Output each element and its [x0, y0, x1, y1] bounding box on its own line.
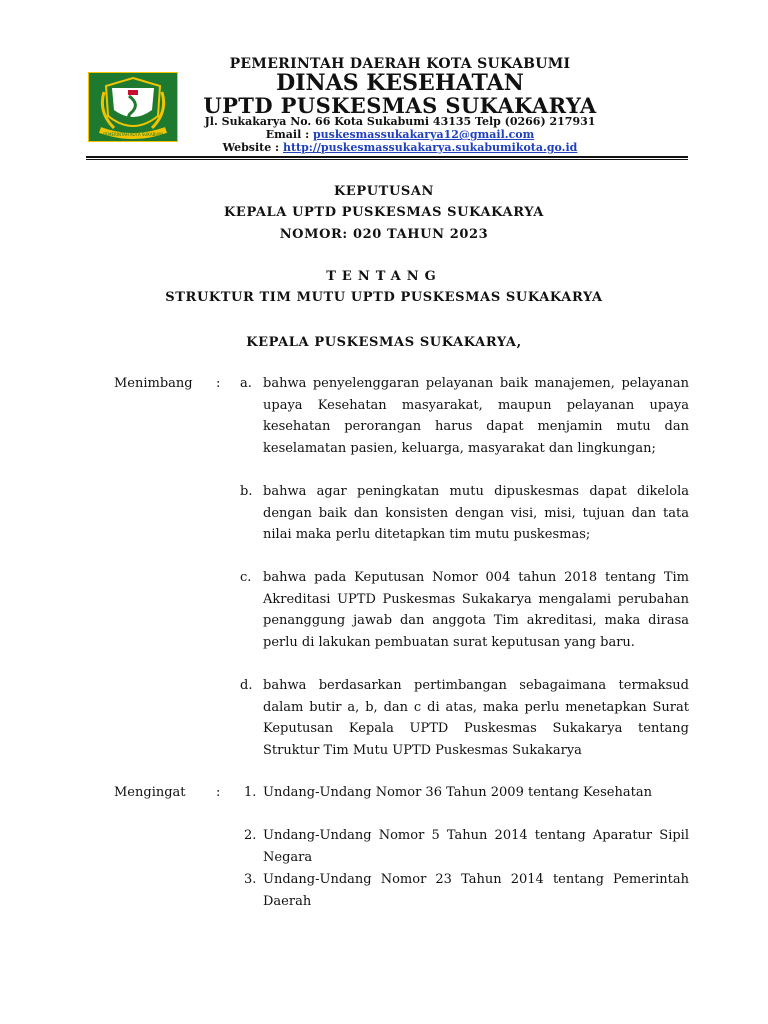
- tentang-heading: TENTANG: [326, 269, 442, 284]
- mengingat-marker-2: 2.: [244, 828, 257, 843]
- institution-name: UPTD PUSKESMAS SUKAKARYA: [203, 93, 597, 118]
- website-link[interactable]: http://puskesmassukakarya.sukabumikota.go.id: [282, 141, 578, 154]
- menimbang-colon: :: [216, 376, 221, 391]
- address-line: Jl. Sukakarya No. 66 Kota Sukabumi 43135 Telp (0266) 217931: [204, 115, 596, 128]
- menimbang-item-a: bahwa penyelenggaran pelayanan baik manajemen, pelayanan upaya Kesehatan masyarakat, maupun pelayanan upaya kesehatan perorangan harus dapat menjamin mutu dan keselamatan pasien, keluarga, masyarakat dan lingkungan;: [263, 376, 689, 456]
- menimbang-item-c: bahwa pada Keputusan Nomor 004 tahun 2018 tentang Tim Akreditasi UPTD Puskesmas Sukakarya mengalami perubahan penanggung jawab dan anggota Tim akreditasi, maka dirasa perlu di lakukan pembuatan surat keputusan yang baru.: [263, 570, 689, 650]
- mengingat-marker-1: 1.: [244, 785, 257, 800]
- decree-title: KEPUTUSAN: [333, 184, 435, 199]
- logo-lettering: PEMERINTAH KOTA SUKABUMI: [103, 132, 163, 137]
- menimbang-label: Menimbang: [114, 376, 193, 391]
- mengingat-item-3: Undang-Undang Nomor 23 Tahun 2014 tentang Pemerintah Daerah: [263, 872, 689, 909]
- mengingat-item-1: Undang-Undang Nomor 36 Tahun 2009 tentang Kesehatan: [263, 785, 652, 800]
- menimbang-item-b: bahwa agar peningkatan mutu dipuskesmas dapat dikelola dengan baik dan konsisten dengan visi, misi, tujuan dan tata nilai maka perlu ditetapkan tim mutu puskesmas;: [263, 484, 689, 543]
- email-label: Email :: [265, 128, 313, 141]
- menimbang-item-d: bahwa berdasarkan pertimbangan sebagaimana termaksud dalam butir a, b, dan c di atas, maka perlu menetapkan Surat Keputusan Kepala UPTD Puskesmas Sukakarya tentang Struktur Tim Mutu UPTD Puskesmas Sukakarya: [263, 678, 689, 758]
- mengingat-item-2: Undang-Undang Nomor 5 Tahun 2014 tentang Aparatur Sipil Negara: [263, 828, 689, 865]
- menimbang-marker-d: d.: [240, 678, 253, 693]
- government-name: PEMERINTAH DAERAH KOTA SUKABUMI: [229, 56, 571, 72]
- decree-issuer: KEPALA UPTD PUSKESMAS SUKAKARYA: [224, 205, 544, 220]
- decree-number: NOMOR: 020 TAHUN 2023: [279, 227, 489, 242]
- city-emblem-logo: [88, 72, 178, 142]
- letterhead-rule-thin: [86, 159, 688, 160]
- mengingat-label: Mengingat: [114, 785, 186, 800]
- decree-subject: STRUKTUR TIM MUTU UPTD PUSKESMAS SUKAKARYA: [165, 290, 603, 305]
- email-line: [180, 128, 620, 141]
- menimbang-marker-c: c.: [240, 570, 252, 585]
- email-link[interactable]: puskesmassukakarya12@gmail.com: [312, 128, 535, 141]
- menimbang-marker-a: a.: [240, 376, 252, 391]
- mengingat-colon: :: [216, 785, 221, 800]
- website-label: Website :: [222, 141, 283, 154]
- website-line: [180, 141, 620, 154]
- agency-name: DINAS KESEHATAN: [276, 70, 524, 96]
- menimbang-marker-b: b.: [240, 484, 253, 499]
- mengingat-marker-3: 3.: [244, 872, 257, 887]
- letterhead: [0, 0, 768, 160]
- letterhead-rule-thick: [86, 156, 688, 158]
- official-title: KEPALA PUSKESMAS SUKAKARYA,: [246, 335, 522, 350]
